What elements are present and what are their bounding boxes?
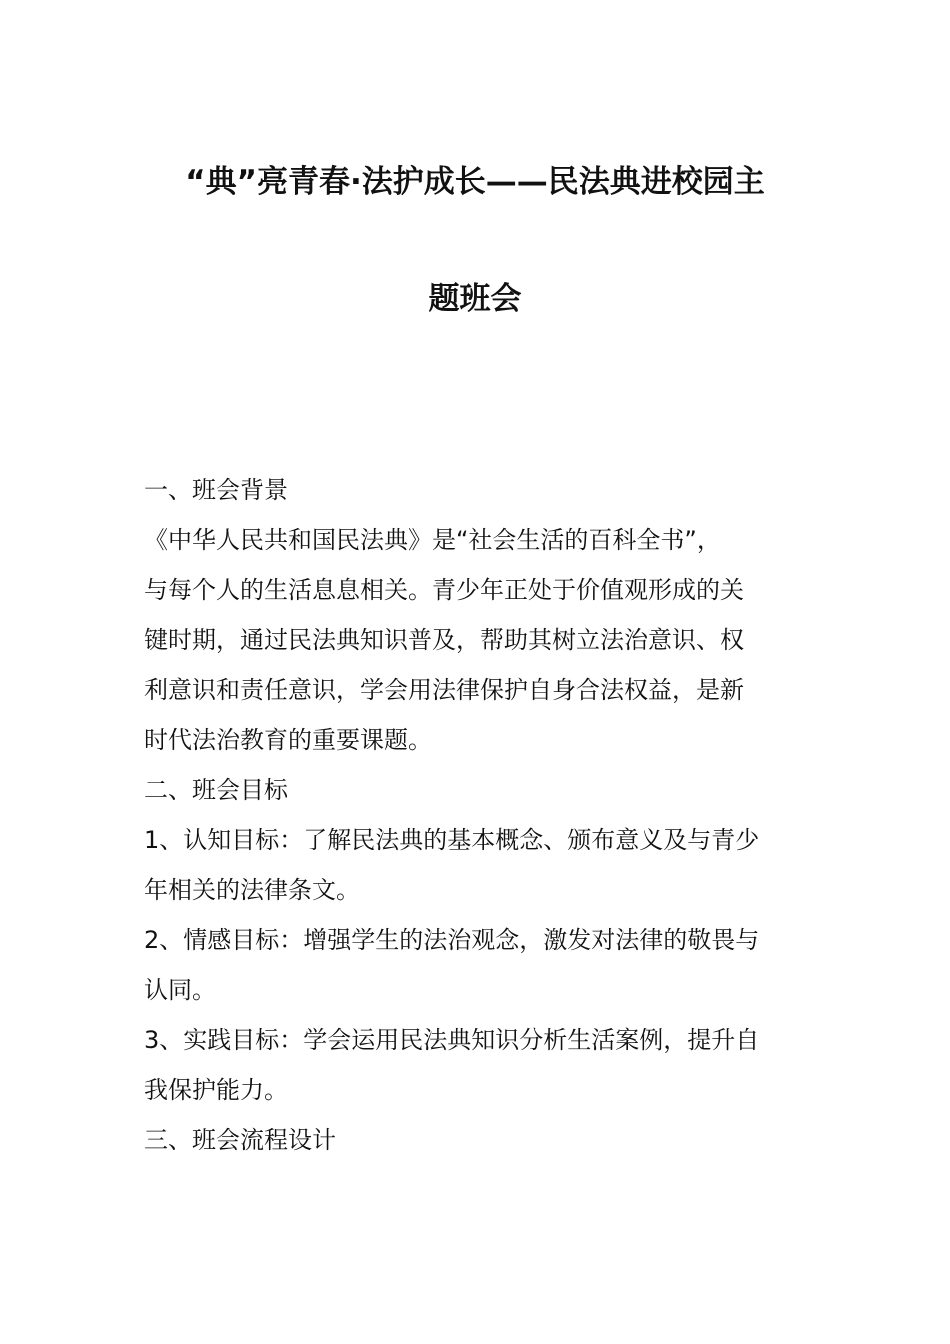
paragraph-line: 与每个人的生活息息相关。青少年正处于价值观形成的关: [144, 576, 744, 604]
paragraph-line: 利意识和责任意识，学会用法律保护自身合法权益，是新: [144, 676, 744, 704]
goal-item-cognitive: 1、认知目标：了解民法典的基本概念、颁布意义及与青少: [144, 826, 760, 854]
section-heading-process: 三、班会流程设计: [144, 1126, 336, 1154]
document-title-line-1: “典”亮青春·法护成长——民法典进校园主: [185, 164, 765, 200]
section-heading-goals: 二、班会目标: [144, 776, 288, 804]
document-title-line-2: 题班会: [428, 281, 522, 317]
goal-item-practical-continued: 我保护能力。: [144, 1076, 288, 1104]
paragraph-line: 时代法治教育的重要课题。: [144, 726, 432, 754]
goal-item-emotional: 2、情感目标：增强学生的法治观念，激发对法律的敬畏与: [144, 926, 760, 954]
goal-item-practical: 3、实践目标：学会运用民法典知识分析生活案例，提升自: [144, 1026, 760, 1054]
goal-item-cognitive-continued: 年相关的法律条文。: [144, 876, 360, 904]
paragraph-line: 《中华人民共和国民法典》是“社会生活的百科全书”，: [144, 526, 721, 554]
section-heading-background: 一、班会背景: [144, 476, 288, 504]
paragraph-line: 键时期，通过民法典知识普及，帮助其树立法治意识、权: [144, 626, 744, 654]
document-body: [144, 465, 824, 1165]
goal-item-emotional-continued: 认同。: [144, 976, 216, 1004]
